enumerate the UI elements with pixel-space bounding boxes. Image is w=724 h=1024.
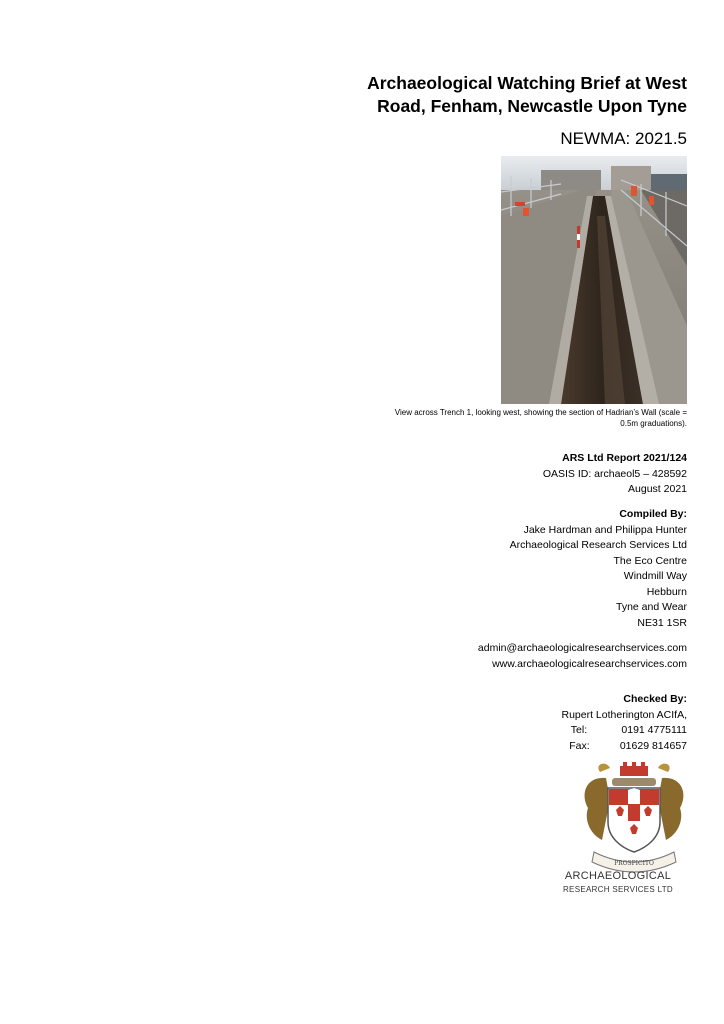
- contact-block: [478, 641, 687, 672]
- title-line-2: Road, Fenham, Newcastle Upon Tyne: [377, 96, 687, 116]
- report-title: [267, 72, 687, 118]
- logo-name-line-1: ARCHAEOLOGICAL: [564, 870, 672, 882]
- address-line-3: Hebburn: [646, 585, 687, 598]
- compiled-by-block: [510, 507, 687, 631]
- caption-line-1: View across Trench 1, looking west, showing the section of Hadrian’s Wall (scale =: [394, 408, 687, 417]
- tel-value: 0191 4775111: [621, 724, 687, 736]
- logo-motto: PROSPICITO: [614, 860, 654, 867]
- fax-label: Fax:: [569, 739, 590, 752]
- compiled-org: Archaeological Research Services Ltd: [509, 539, 687, 551]
- checker-name: Rupert Lotherington ACIfA,: [561, 708, 687, 721]
- checked-by-block: [562, 692, 688, 754]
- project-reference: NEWMA: 2021.5: [560, 129, 687, 148]
- email-link[interactable]: admin@archaeologicalresearchservices.com: [477, 642, 687, 654]
- trench-photo: [501, 156, 687, 404]
- report-number: ARS Ltd Report 2021/124: [562, 452, 687, 464]
- oasis-id: OASIS ID: archaeol5 – 428592: [542, 467, 687, 480]
- report-details: [543, 451, 687, 498]
- photo-caption: [327, 407, 687, 429]
- tel-row: [562, 723, 688, 739]
- fax-value: 01629 814657: [619, 739, 687, 752]
- title-line-1: Archaeological Watching Brief at West: [367, 73, 687, 93]
- compiled-names: Jake Hardman and Philippa Hunter: [523, 523, 687, 536]
- caption-line-2: 0.5m graduations).: [620, 419, 687, 428]
- logo-name-line-2: RESEARCH SERVICES LTD: [562, 885, 674, 894]
- address-line-4: Tyne and Wear: [615, 601, 687, 613]
- address-postcode: NE31 1SR: [637, 616, 687, 629]
- fax-row: [562, 739, 688, 755]
- compiled-heading: Compiled By:: [619, 508, 687, 520]
- website-link[interactable]: www.archaeologicalresearchservices.com: [492, 657, 687, 670]
- report-date: August 2021: [628, 483, 687, 495]
- address-line-1: The Eco Centre: [613, 554, 687, 567]
- address-line-2: Windmill Way: [623, 570, 687, 582]
- logo-name: [538, 870, 698, 896]
- checked-heading: Checked By:: [623, 693, 687, 705]
- tel-label: Tel:: [570, 724, 588, 736]
